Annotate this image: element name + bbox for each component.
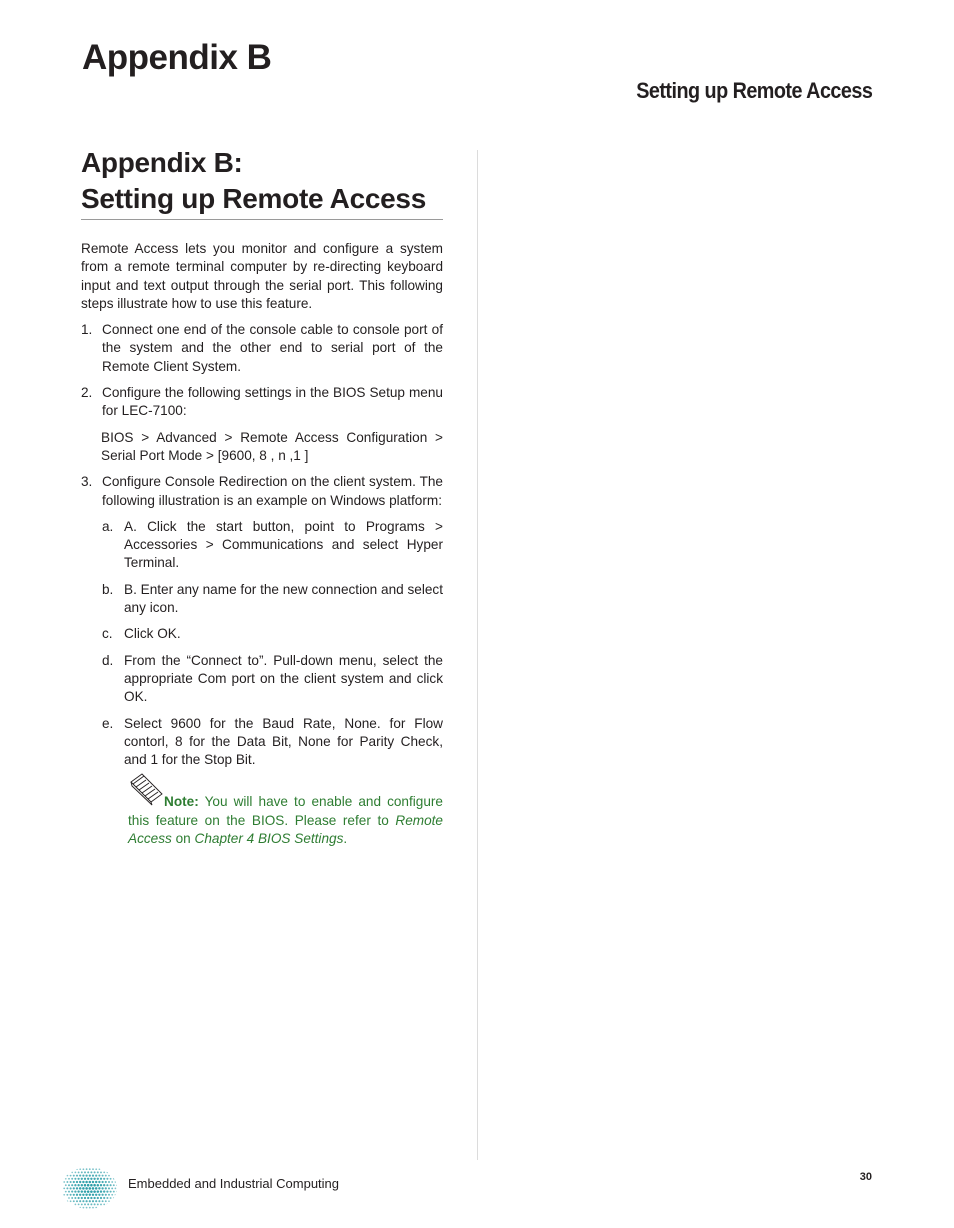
note-end: .	[343, 831, 348, 847]
note-middle: on	[171, 831, 195, 847]
bios-path: BIOS > Advanced > Remote Access Configuration > Serial Port Mode > [9600, 8 , n ,1 ]	[101, 429, 443, 463]
substep-letter: e.	[102, 715, 114, 731]
note-label: Note:	[164, 794, 199, 810]
step-1	[81, 321, 443, 376]
substep-letter: d.	[102, 652, 114, 668]
substep-d	[102, 652, 443, 707]
substep-text: From the “Connect to”. Pull-down menu, select the appropriate Com port on the client system and click OK.	[124, 652, 443, 705]
step-number: 2.	[81, 385, 93, 401]
header-title: Appendix B	[82, 38, 272, 77]
column-divider	[477, 150, 478, 1160]
step-number: 3.	[81, 474, 93, 490]
substep-b	[102, 581, 443, 618]
step-number: 1.	[81, 322, 93, 338]
section-title	[81, 145, 443, 220]
header-subtitle: Setting up Remote Access	[635, 78, 872, 103]
substep-text: Select 9600 for the Baud Rate, None. for Flow contorl, 8 for the Data Bit, None for Parity Check, and 1 for the Stop Bit.	[124, 715, 443, 768]
intro-paragraph: Remote Access lets you monitor and configure a system from a remote terminal computer by re-directing keyboard input and text output through the serial port. This following steps illustrate how to use this feature.	[81, 241, 443, 311]
substep-text: A. Click the start button, point to Programs > Accessories > Communications and select Hyper Terminal.	[124, 518, 443, 571]
section-title-line2: Setting up Remote Access	[81, 183, 426, 214]
section-title-line1: Appendix B:	[81, 147, 243, 178]
main-column	[81, 145, 443, 848]
note-text	[128, 778, 443, 848]
step-text: Configure the following settings in the BIOS Setup menu for LEC-7100:	[102, 385, 443, 419]
footer-company: Embedded and Industrial Computing	[128, 1176, 340, 1191]
step-text: Connect one end of the console cable to console port of the system and the other end to serial port of the Remote Client System.	[102, 322, 443, 374]
substep-a	[102, 518, 443, 573]
note-body: You will have to enable and configure this feature on the BIOS. Please refer to	[128, 794, 443, 828]
substep-letter: c.	[102, 626, 113, 642]
note-box	[128, 778, 443, 848]
substep-e	[102, 715, 443, 770]
substep-letter: b.	[102, 581, 114, 597]
substep-c	[102, 625, 443, 643]
substep-text: Click OK.	[124, 626, 181, 642]
step-3	[81, 473, 443, 510]
step-text: Configure Console Redirection on the client system. The following illustration is an example on Windows platform:	[102, 474, 443, 508]
page-number: 30	[859, 1171, 872, 1183]
step-2	[81, 384, 443, 421]
note-pad-icon	[128, 772, 164, 808]
note-link-remote-access: Remote Access	[128, 812, 443, 847]
note-link-chapter: Chapter 4 BIOS Settings	[194, 831, 344, 847]
substep-letter: a.	[102, 518, 114, 534]
company-logo	[60, 1162, 118, 1210]
substep-text: B. Enter any name for the new connection and select any icon.	[124, 581, 443, 616]
